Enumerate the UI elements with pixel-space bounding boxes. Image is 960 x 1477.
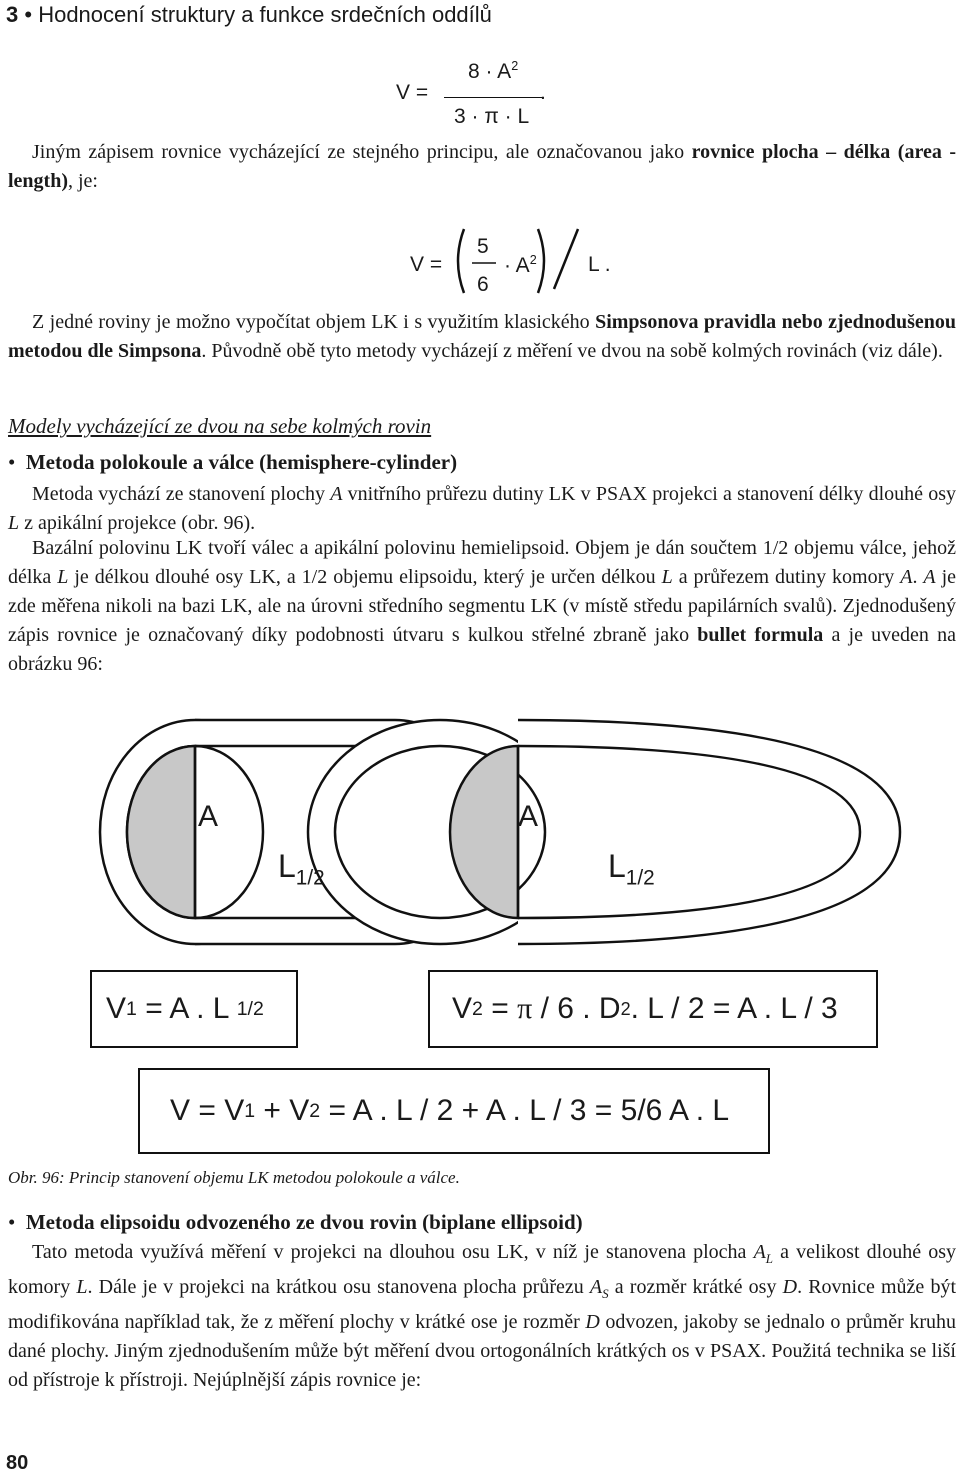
formula-box-total: V = V 1 + V 2 = A . L / 2 + A . L / 3 = 5/6 A . L xyxy=(138,1068,770,1154)
eq1-numerator: $8 \cdot A^2$ xyxy=(468,59,519,83)
label-area-left: A xyxy=(198,800,219,833)
eq1-period: . xyxy=(540,81,546,104)
section-heading: Modely vycházející ze dvou na sebe kolmých rovin xyxy=(8,414,432,438)
bullet-icon: • xyxy=(8,450,26,474)
label-area-right: A xyxy=(518,800,539,833)
label-length-left: $L_{1/2}$ xyxy=(278,848,325,890)
figure-caption: Obr. 96: Princip stanovení objemu LK metodou polokoule a válce. xyxy=(8,1168,460,1187)
page-header xyxy=(6,2,492,28)
eq2-lhs: V = xyxy=(410,253,443,276)
paragraph-biplane: Tato metoda využívá měření v projekci na dlouhou osu LK, v níž je stanovena plocha $A_L$ a velikost dlouhé osy komory L. Dále je v projekci na krátkou osu stanovena plocha průřezu $A_S$ a rozměr krátké osy D. Rovnice může být modifikována například tak, že z měření plochy v krátké ose je rozměr D odvozen, jakoby se jednalo o průměr kruhu dané plochy. Jiným zjednodušením může být měření dvou ortogonálních krátkých os v PSAX. Použitá technika se liší od přístroje k přístroji. Nejúplnější zápis rovnice je: xyxy=(8,1241,957,1391)
label-length-right: $L_{1/2}$ xyxy=(608,848,655,890)
equation-2 xyxy=(410,225,630,300)
eq2-num: 5 xyxy=(477,235,489,258)
equation-1 xyxy=(396,55,566,135)
eq2-mid: · $A^2$ xyxy=(504,253,537,277)
hemiellipsoid-shape xyxy=(308,720,900,944)
bullet-biplane-ellipsoid: • Metoda elipsoidu odvozeného ze dvou rovin (biplane ellipsoid) xyxy=(8,1210,583,1234)
paragraph-area-length: Jiným zápisem rovnice vycházející ze stejného principu, ale označovanou jako rovnice plocha – délka (area - length), je: xyxy=(8,141,956,192)
figure-bullet-model xyxy=(0,700,960,980)
bullet-hemisphere-cylinder: • Metoda polokoule a válce (hemisphere-cylinder) xyxy=(8,450,458,474)
formula-box-v1: V 1 = A . L 1/2 xyxy=(90,970,298,1048)
paragraph-simpson: Z jedné roviny je možno vypočítat objem LK i s využitím klasického Simpsonova pravidla nebo zjednodušenou metodou dle Simpsona. Původně obě tyto metody vycházejí z měření ve dvou na sobě kolmých rovinách (viz dále). xyxy=(8,311,956,362)
eq2-tail: L . xyxy=(588,253,611,276)
eq1-denominator: 3 · π · L xyxy=(454,105,530,128)
page-number: 80 xyxy=(6,1452,29,1474)
header-title: Hodnocení struktury a funkce srdečních oddílů xyxy=(38,2,492,27)
eq2-den: 6 xyxy=(477,273,489,296)
eq1-lhs: V = xyxy=(396,81,429,104)
bullet-icon: • xyxy=(8,1210,26,1234)
bullet-dot-icon: • xyxy=(24,2,39,27)
paragraph-method: Metoda vychází ze stanovení plochy A vnitřního průřezu dutiny LK v PSAX projekci a stanovení délky dlouhé osy L z apikální projekce (obr. 96). xyxy=(8,483,957,534)
chapter-number: 3 xyxy=(6,2,19,27)
eq1-fraction-bar xyxy=(444,97,544,98)
formula-box-v2: V 2 = π / 6 . D 2 . L / 2 = A . L / 3 xyxy=(428,970,878,1048)
paragraph-bullet-formula: Bazální polovinu LK tvoří válec a apikální polovinu hemielipsoid. Objem je dán součtem 1/2 objemu válce, jehož délka L je délkou dlouhé osy LK, a 1/2 objemu elipsoidu, který je určen délkou L a průřezem dutiny komory A. A je zde měřena nikoli na bazi LK, ale na úrovni středního segmentu LK (v místě středu papilárních svalů). Zjednodušený zápis rovnice je označovaný díky podobnosti útvaru s kulkou střelné zbraně jako bullet formula a je uveden na obrázku 96: xyxy=(8,537,956,675)
